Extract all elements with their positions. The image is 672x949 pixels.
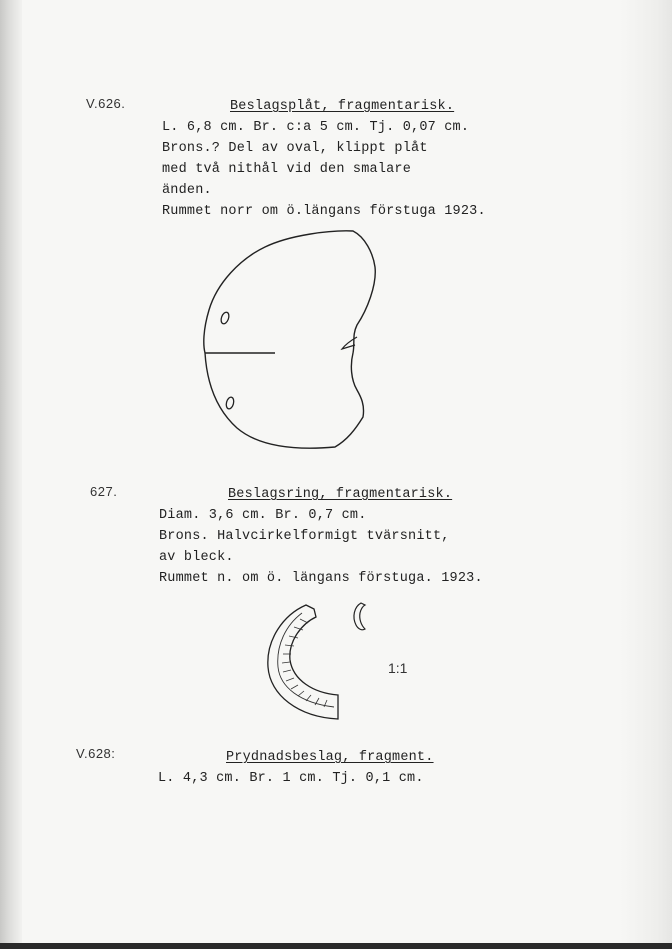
- plate-fragment-drawing: [195, 225, 385, 460]
- entry-number-627: 627.: [90, 484, 118, 499]
- entry-line: änden.: [162, 183, 212, 198]
- entry-number-626: V.626.: [86, 96, 126, 111]
- scan-left-shadow: [0, 0, 22, 949]
- entry-line: Rummet n. om ö. längans förstuga. 1923.: [159, 571, 483, 586]
- entry-line: Brons. Halvcirkelformigt tvärsnitt,: [159, 529, 450, 544]
- entry-line: Diam. 3,6 cm. Br. 0,7 cm.: [159, 508, 367, 523]
- scan-right-edge: [620, 0, 672, 943]
- entry-line: av bleck.: [159, 550, 234, 565]
- entry-line: Brons.? Del av oval, klippt plåt: [162, 141, 428, 156]
- entry-line: L. 6,8 cm. Br. c:a 5 cm. Tj. 0,07 cm.: [162, 120, 470, 135]
- entry-heading-628: Prydnadsbeslag, fragment.: [226, 750, 434, 765]
- entry-heading-627: Beslagsring, fragmentarisk.: [228, 487, 453, 502]
- scan-bottom-edge: [0, 943, 672, 949]
- entry-heading-626: Beslagsplåt, fragmentarisk.: [230, 99, 455, 114]
- scale-label: 1:1: [388, 660, 408, 676]
- entry-number-628: V.628:: [76, 746, 116, 761]
- entry-line: med två nithål vid den smalare: [162, 162, 412, 177]
- ring-fragment-drawing: [258, 595, 378, 730]
- entry-line: Rummet norr om ö.längans förstuga 1923.: [162, 204, 486, 219]
- entry-line: L. 4,3 cm. Br. 1 cm. Tj. 0,1 cm.: [158, 771, 424, 786]
